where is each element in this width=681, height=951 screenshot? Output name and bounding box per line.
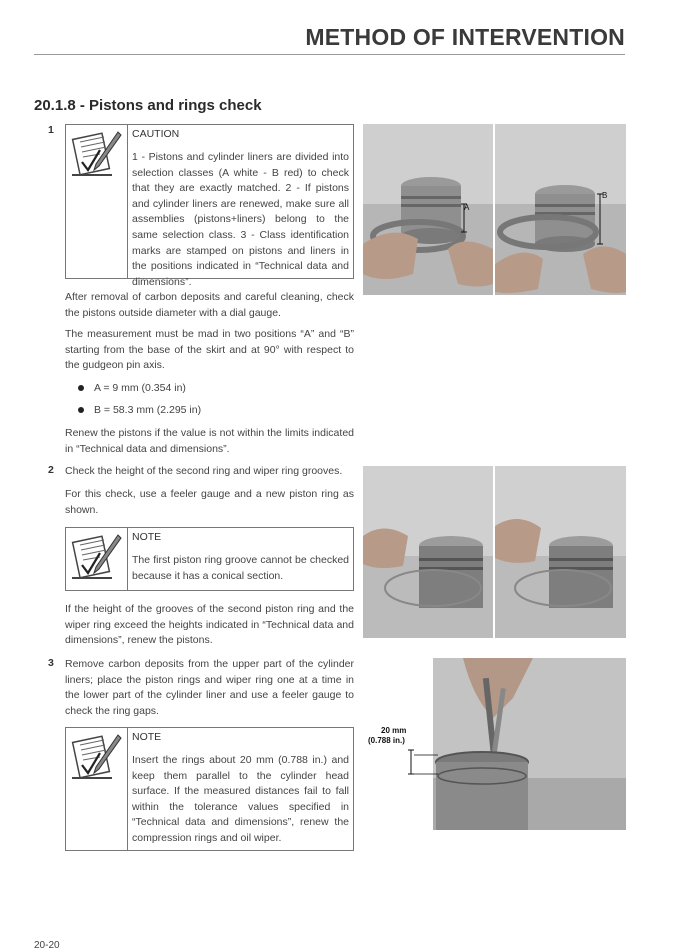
step2-paragraph-3: If the height of the grooves of the second piston ring and the wiper ring exceed the heights indicated in “Technical data and dimensions”, renew the pistons. (65, 603, 354, 646)
caution-text: 1 - Pistons and cylinder liners are divided into selection classes (A white - B red) to check that they are exactly matched. 2 - If pistons and cylinder liners are renewed, make sure all assemblies (pistons+liners) belong to the same selection class. 3 - Class identification marks are stamped on pistons and liners in the positions indicated in “Technical data and dimensions”. (132, 151, 349, 288)
step-number-1: 1 (48, 124, 54, 136)
ring-gap-liner-photo (363, 658, 626, 830)
bullet-text-a: A = 9 mm (0.354 in) (94, 382, 186, 394)
page-header-title: METHOD OF INTERVENTION (305, 24, 625, 50)
step1-paragraph-2: The measurement must be mad in two positions “A” and “B” starting from the base of the skirt and at 90° with respect to the gudgeon pin axis. (65, 328, 354, 371)
step2-paragraph-1: Check the height of the second ring and wiper ring grooves. (65, 465, 343, 477)
step-number-3: 3 (48, 657, 54, 669)
caution-heading: CAUTION (132, 128, 180, 140)
bullet-text-b: B = 58.3 mm (2.295 in) (94, 404, 202, 416)
figure-label-20mm: 20 mm (381, 726, 407, 735)
step2-paragraph-2: For this check, use a feeler gauge and a new piston ring as shown. (65, 488, 354, 516)
figure-label-b: B (602, 191, 608, 200)
note-heading: NOTE (132, 531, 162, 543)
bullet-dot-icon (78, 407, 84, 413)
note-text: The first piston ring groove cannot be checked because it has a conical section. (132, 554, 349, 582)
piston-dial-gauge-photo (363, 124, 626, 295)
notepad-pencil-icon (66, 728, 128, 850)
note-box-step3 (65, 727, 354, 851)
section-title: 20.1.8 - Pistons and rings check (34, 97, 262, 114)
page-number: 20-20 (34, 940, 60, 951)
figure-label-a: A (464, 203, 470, 212)
notepad-pencil-icon (66, 528, 128, 590)
step1-paragraph-1: After removal of carbon deposits and careful cleaning, check the pistons outside diameter with a dial gauge. (65, 291, 354, 319)
bullet-item-a (78, 382, 186, 394)
notepad-pencil-icon (66, 125, 128, 278)
step-number-2: 2 (48, 464, 54, 476)
step3-paragraph-1: Remove carbon deposits from the upper part of the cylinder liners; place the piston rings and wiper ring one at a time in the lower part of the cylinder liner and use a feeler gauge to check the ring gaps. (65, 658, 354, 717)
bullet-item-b (78, 404, 201, 416)
note-box-step2 (65, 527, 354, 591)
bullet-dot-icon (78, 385, 84, 391)
step1-paragraph-3: Renew the pistons if the value is not within the limits indicated in “Technical data and dimensions”. (65, 427, 354, 455)
ring-groove-feeler-photo (363, 466, 626, 638)
note-text: Insert the rings about 20 mm (0.788 in.) and keep them parallel to the cylinder head surface. If the measured distances fail to fall within the tolerance values specified in “Technical data and dimensions”, renew the compression rings and oil wiper. (132, 754, 349, 844)
header-divider (34, 54, 625, 55)
note-heading: NOTE (132, 731, 162, 743)
figure-label-inches: (0.788 in.) (368, 736, 405, 745)
caution-box (65, 124, 354, 288)
